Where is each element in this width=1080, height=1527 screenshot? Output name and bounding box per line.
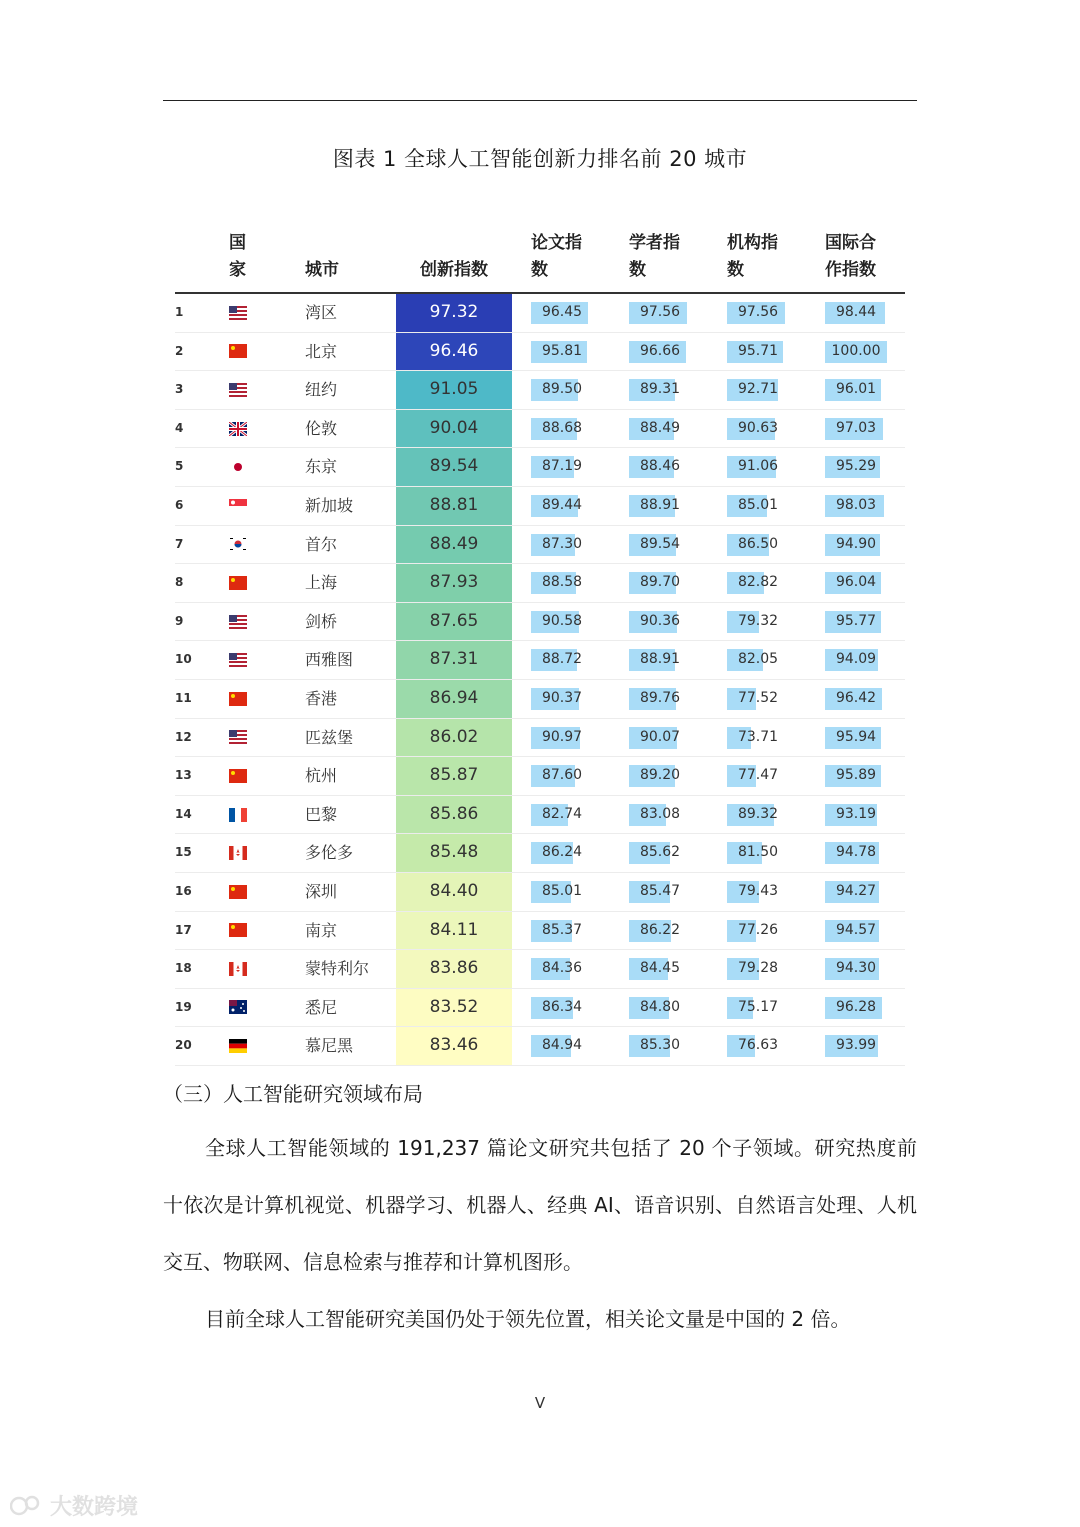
institution-value: 92.71 xyxy=(737,381,779,398)
header-rule xyxy=(163,100,917,101)
cn-flag-icon xyxy=(229,769,247,783)
cn-flag-icon xyxy=(229,692,247,706)
scholar-value: 89.70 xyxy=(639,574,681,591)
international-value: 94.90 xyxy=(835,535,877,552)
innovation-index-cell: 97.32 xyxy=(396,294,512,332)
flag-cell xyxy=(229,757,247,795)
innovation-index-cell: 84.11 xyxy=(396,912,512,950)
us-flag-icon xyxy=(229,730,247,744)
paper-value: 82.74 xyxy=(541,805,583,822)
city-cell: 蒙特利尔 xyxy=(305,959,370,979)
international-value: 93.99 xyxy=(835,1037,877,1054)
institution-value: 82.05 xyxy=(737,651,779,668)
international-index-cell xyxy=(825,448,899,486)
paper-value: 84.94 xyxy=(541,1037,583,1054)
institution-index-cell xyxy=(727,487,801,525)
institution-value: 89.32 xyxy=(737,805,779,822)
table-row xyxy=(175,912,905,951)
table-row xyxy=(175,448,905,487)
paper-index-cell xyxy=(531,448,605,486)
rank-cell: 14 xyxy=(175,806,192,821)
table-row xyxy=(175,950,905,989)
city-cell: 新加坡 xyxy=(305,495,354,515)
innovation-index-cell: 89.54 xyxy=(396,448,512,486)
international-value: 96.28 xyxy=(835,998,877,1015)
international-value: 94.27 xyxy=(835,882,877,899)
paper-index-cell xyxy=(531,1027,605,1065)
table-row xyxy=(175,796,905,835)
rank-cell: 10 xyxy=(175,652,192,667)
institution-value: 77.26 xyxy=(737,921,779,938)
scholar-value: 89.20 xyxy=(639,767,681,784)
city-cell: 上海 xyxy=(305,573,338,593)
innovation-index-cell: 85.48 xyxy=(396,834,512,872)
city-cell: 首尔 xyxy=(305,534,338,554)
scholar-value: 83.08 xyxy=(639,805,681,822)
paper-value: 87.19 xyxy=(541,458,583,475)
international-index-cell xyxy=(825,796,899,834)
rank-cell: 3 xyxy=(175,382,184,397)
international-value: 95.77 xyxy=(835,612,877,629)
scholar-value: 88.49 xyxy=(639,419,681,436)
sg-flag-icon xyxy=(229,499,247,513)
table-row xyxy=(175,989,905,1028)
paper-index-cell xyxy=(531,641,605,679)
rank-cell: 12 xyxy=(175,729,192,744)
paper-index-cell xyxy=(531,564,605,602)
paper-value: 86.24 xyxy=(541,844,583,861)
innovation-index-cell: 85.86 xyxy=(396,796,512,834)
institution-index-cell xyxy=(727,564,801,602)
scholar-index-cell xyxy=(629,950,703,988)
institution-value: 86.50 xyxy=(737,535,779,552)
paragraph-1: 全球人工智能领域的 191,237 篇论文研究共包括了 20 个子领域。研究热度前十依次是计算机视觉、机器学习、机器人、经典 AI、语音识别、自然语言处理、人机交互、物联网、信息检索与推荐和计算机图形。 xyxy=(163,1136,917,1274)
paper-index-cell xyxy=(531,603,605,641)
institution-index-cell xyxy=(727,796,801,834)
paper-value: 89.50 xyxy=(541,381,583,398)
international-index-cell xyxy=(825,757,899,795)
paper-index-cell xyxy=(531,912,605,950)
scholar-index-cell xyxy=(629,680,703,718)
international-value: 100.00 xyxy=(831,342,881,359)
us-flag-icon xyxy=(229,383,247,397)
rank-cell: 6 xyxy=(175,497,184,512)
innovation-index-cell: 96.46 xyxy=(396,333,512,371)
watermark: 大数跨境 xyxy=(10,1490,138,1521)
innovation-index-cell: 90.04 xyxy=(396,410,512,448)
scholar-value: 85.62 xyxy=(639,844,681,861)
rank-cell: 17 xyxy=(175,922,192,937)
international-index-cell xyxy=(825,719,899,757)
rank-cell: 7 xyxy=(175,536,184,551)
international-value: 93.19 xyxy=(835,805,877,822)
table-row xyxy=(175,333,905,372)
uk-flag-icon xyxy=(229,422,247,436)
international-index-cell xyxy=(825,487,899,525)
section-title: （三）人工智能研究领域布局 xyxy=(163,1082,423,1106)
innovation-index-cell: 87.31 xyxy=(396,641,512,679)
scholar-index-cell xyxy=(629,719,703,757)
international-index-cell xyxy=(825,873,899,911)
institution-value: 73.71 xyxy=(737,728,779,745)
international-value: 98.44 xyxy=(835,304,877,320)
table-row xyxy=(175,371,905,410)
scholar-index-cell xyxy=(629,912,703,950)
international-index-cell xyxy=(825,371,899,409)
table-row xyxy=(175,757,905,796)
ca-flag-icon xyxy=(229,846,247,860)
city-cell: 剑桥 xyxy=(305,611,338,631)
international-index-cell xyxy=(825,950,899,988)
flag-cell xyxy=(229,1027,247,1065)
scholar-index-cell xyxy=(629,294,703,332)
international-value: 94.09 xyxy=(835,651,877,668)
scholar-value: 97.56 xyxy=(639,304,681,320)
flag-cell xyxy=(229,989,247,1027)
paper-value: 89.44 xyxy=(541,496,583,513)
us-flag-icon xyxy=(229,615,247,629)
institution-value: 90.63 xyxy=(737,419,779,436)
scholar-value: 88.91 xyxy=(639,496,681,513)
rank-cell: 2 xyxy=(175,343,184,358)
us-flag-icon xyxy=(229,653,247,667)
paper-value: 95.81 xyxy=(541,342,583,359)
page-number: V xyxy=(534,1394,546,1412)
scholar-index-cell xyxy=(629,333,703,371)
scholar-value: 84.80 xyxy=(639,998,681,1015)
international-index-cell xyxy=(825,526,899,564)
institution-index-cell xyxy=(727,641,801,679)
au-flag-icon xyxy=(229,1000,247,1014)
scholar-value: 89.76 xyxy=(639,689,681,706)
scholar-index-cell xyxy=(629,526,703,564)
institution-index-cell xyxy=(727,757,801,795)
table-row xyxy=(175,680,905,719)
scholar-value: 85.47 xyxy=(639,882,681,899)
paper-value: 87.60 xyxy=(541,767,583,784)
table-row xyxy=(175,719,905,758)
international-index-cell xyxy=(825,989,899,1027)
scholar-index-cell xyxy=(629,487,703,525)
scholar-index-cell xyxy=(629,371,703,409)
paragraph-2: 目前全球人工智能研究美国仍处于领先位置，相关论文量是中国的 2 倍。 xyxy=(205,1307,851,1331)
institution-value: 97.56 xyxy=(737,304,779,320)
international-value: 95.89 xyxy=(835,767,877,784)
scholar-index-cell xyxy=(629,603,703,641)
table-body xyxy=(175,294,905,1066)
rank-cell: 11 xyxy=(175,690,192,705)
city-cell: 西雅图 xyxy=(305,650,354,670)
innovation-index-cell: 91.05 xyxy=(396,371,512,409)
scholar-value: 88.91 xyxy=(639,651,681,668)
kr-flag-icon xyxy=(229,537,247,551)
flag-cell xyxy=(229,912,247,950)
city-cell: 香港 xyxy=(305,688,338,708)
flag-cell xyxy=(229,834,247,872)
rank-cell: 4 xyxy=(175,420,184,435)
header-institution: 机构指 数 xyxy=(727,233,778,280)
institution-index-cell xyxy=(727,448,801,486)
scholar-index-cell xyxy=(629,564,703,602)
paper-value: 88.68 xyxy=(541,419,583,436)
paper-value: 85.37 xyxy=(541,921,583,938)
paper-value: 84.36 xyxy=(541,960,583,977)
institution-index-cell xyxy=(727,950,801,988)
table-row xyxy=(175,410,905,449)
city-cell: 多伦多 xyxy=(305,843,354,863)
flag-cell xyxy=(229,796,247,834)
table-row xyxy=(175,487,905,526)
table-row xyxy=(175,564,905,603)
international-index-cell xyxy=(825,641,899,679)
scholar-index-cell xyxy=(629,1027,703,1065)
international-index-cell xyxy=(825,680,899,718)
paper-index-cell xyxy=(531,950,605,988)
innovation-index-cell: 83.52 xyxy=(396,989,512,1027)
scholar-index-cell xyxy=(629,641,703,679)
paper-value: 90.37 xyxy=(541,689,583,706)
table-row xyxy=(175,526,905,565)
header-country: 国 家 xyxy=(229,233,246,280)
international-index-cell xyxy=(825,912,899,950)
institution-value: 91.06 xyxy=(737,458,779,475)
paper-index-cell xyxy=(531,371,605,409)
scholar-value: 88.46 xyxy=(639,458,681,475)
innovation-index-cell: 88.49 xyxy=(396,526,512,564)
institution-value: 79.32 xyxy=(737,612,779,629)
city-cell: 巴黎 xyxy=(305,804,338,824)
paper-value: 85.01 xyxy=(541,882,583,899)
city-cell: 纽约 xyxy=(305,380,338,400)
scholar-index-cell xyxy=(629,989,703,1027)
rank-cell: 15 xyxy=(175,845,192,860)
institution-index-cell xyxy=(727,719,801,757)
institution-value: 82.82 xyxy=(737,574,779,591)
international-value: 96.04 xyxy=(835,574,877,591)
table-row xyxy=(175,873,905,912)
table-row xyxy=(175,1027,905,1066)
city-cell: 伦敦 xyxy=(305,418,338,438)
city-cell: 深圳 xyxy=(305,881,338,901)
city-cell: 匹兹堡 xyxy=(305,727,354,747)
scholar-value: 90.07 xyxy=(639,728,681,745)
scholar-index-cell xyxy=(629,834,703,872)
table-row xyxy=(175,641,905,680)
paper-index-cell xyxy=(531,294,605,332)
institution-index-cell xyxy=(727,873,801,911)
international-value: 97.03 xyxy=(835,419,877,436)
international-index-cell xyxy=(825,1027,899,1065)
cn-flag-icon xyxy=(229,885,247,899)
institution-index-cell xyxy=(727,603,801,641)
scholar-value: 85.30 xyxy=(639,1037,681,1054)
paper-value: 90.58 xyxy=(541,612,583,629)
flag-cell xyxy=(229,873,247,911)
international-index-cell xyxy=(825,603,899,641)
rank-cell: 8 xyxy=(175,575,184,590)
scholar-value: 96.66 xyxy=(639,342,681,359)
table-row xyxy=(175,294,905,333)
institution-index-cell xyxy=(727,526,801,564)
flag-cell xyxy=(229,680,247,718)
scholar-index-cell xyxy=(629,410,703,448)
institution-index-cell xyxy=(727,410,801,448)
cn-flag-icon xyxy=(229,344,247,358)
rank-cell: 20 xyxy=(175,1038,192,1053)
institution-value: 79.28 xyxy=(737,960,779,977)
international-index-cell xyxy=(825,564,899,602)
flag-cell xyxy=(229,487,247,525)
cn-flag-icon xyxy=(229,923,247,937)
paper-index-cell xyxy=(531,834,605,872)
flag-cell xyxy=(229,719,247,757)
figure-title: 图表 1 全球人工智能创新力排名前 20 城市 xyxy=(332,147,748,171)
paper-index-cell xyxy=(531,719,605,757)
rank-cell: 19 xyxy=(175,999,192,1014)
ca-flag-icon xyxy=(229,962,247,976)
paper-index-cell xyxy=(531,989,605,1027)
paper-index-cell xyxy=(531,333,605,371)
innovation-index-cell: 83.86 xyxy=(396,950,512,988)
city-cell: 南京 xyxy=(305,920,338,940)
international-value: 96.42 xyxy=(835,689,877,706)
flag-cell xyxy=(229,641,247,679)
header-city: 城市 xyxy=(305,260,339,280)
international-value: 96.01 xyxy=(835,381,877,398)
flag-cell xyxy=(229,564,247,602)
rank-cell: 13 xyxy=(175,768,192,783)
city-cell: 湾区 xyxy=(305,303,338,322)
city-cell: 东京 xyxy=(305,457,338,477)
fr-flag-icon xyxy=(229,808,247,822)
international-value: 94.57 xyxy=(835,921,877,938)
innovation-index-cell: 87.65 xyxy=(396,603,512,641)
scholar-value: 84.45 xyxy=(639,960,681,977)
innovation-index-cell: 88.81 xyxy=(396,487,512,525)
paper-value: 88.72 xyxy=(541,651,583,668)
scholar-index-cell xyxy=(629,796,703,834)
paper-index-cell xyxy=(531,873,605,911)
flag-cell xyxy=(229,526,247,564)
institution-value: 77.47 xyxy=(737,767,779,784)
paper-index-cell xyxy=(531,757,605,795)
header-scholar: 学者指 数 xyxy=(629,233,680,280)
city-cell: 慕尼黑 xyxy=(305,1036,354,1056)
innovation-index-cell: 86.94 xyxy=(396,680,512,718)
paper-value: 87.30 xyxy=(541,535,583,552)
innovation-index-cell: 87.93 xyxy=(396,564,512,602)
international-index-cell xyxy=(825,294,899,332)
institution-index-cell xyxy=(727,912,801,950)
scholar-value: 89.31 xyxy=(639,381,681,398)
flag-cell xyxy=(229,294,247,332)
institution-value: 76.63 xyxy=(737,1037,779,1054)
table-row xyxy=(175,834,905,873)
international-index-cell xyxy=(825,410,899,448)
innovation-index-cell: 85.87 xyxy=(396,757,512,795)
scholar-index-cell xyxy=(629,757,703,795)
rank-cell: 18 xyxy=(175,961,192,976)
international-value: 94.78 xyxy=(835,844,877,861)
paper-value: 90.97 xyxy=(541,728,583,745)
international-value: 95.94 xyxy=(835,728,877,745)
rank-cell: 9 xyxy=(175,613,184,628)
institution-index-cell xyxy=(727,680,801,718)
scholar-value: 90.36 xyxy=(639,612,681,629)
international-index-cell xyxy=(825,333,899,371)
institution-index-cell xyxy=(727,1027,801,1065)
paper-index-cell xyxy=(531,526,605,564)
institution-value: 81.50 xyxy=(737,844,779,861)
ranking-table xyxy=(175,222,905,1066)
paper-value: 96.45 xyxy=(541,304,583,320)
institution-index-cell xyxy=(727,294,801,332)
institution-value: 75.17 xyxy=(737,998,779,1015)
header-international: 国际合 作指数 xyxy=(825,233,876,280)
flag-cell xyxy=(229,371,247,409)
city-cell: 杭州 xyxy=(305,766,338,786)
paper-index-cell xyxy=(531,796,605,834)
table-header xyxy=(175,222,905,294)
institution-index-cell xyxy=(727,989,801,1027)
rank-cell: 16 xyxy=(175,883,192,898)
scholar-index-cell xyxy=(629,873,703,911)
rank-cell: 1 xyxy=(175,305,184,319)
cn-flag-icon xyxy=(229,576,247,590)
table-row xyxy=(175,603,905,642)
city-cell: 悉尼 xyxy=(305,997,338,1017)
innovation-index-cell: 86.02 xyxy=(396,719,512,757)
paper-value: 86.34 xyxy=(541,998,583,1015)
paper-index-cell xyxy=(531,680,605,718)
institution-value: 77.52 xyxy=(737,689,779,706)
rank-cell: 5 xyxy=(175,459,184,474)
scholar-value: 89.54 xyxy=(639,535,681,552)
jp-flag-icon xyxy=(229,460,247,474)
international-index-cell xyxy=(825,834,899,872)
paper-value: 88.58 xyxy=(541,574,583,591)
international-value: 94.30 xyxy=(835,960,877,977)
innovation-index-cell: 84.40 xyxy=(396,873,512,911)
watermark-logo-icon xyxy=(10,1494,46,1518)
institution-index-cell xyxy=(727,333,801,371)
institution-value: 95.71 xyxy=(737,342,779,359)
paper-index-cell xyxy=(531,487,605,525)
flag-cell xyxy=(229,603,247,641)
innovation-index-cell: 83.46 xyxy=(396,1027,512,1065)
institution-index-cell xyxy=(727,371,801,409)
flag-cell xyxy=(229,333,247,371)
header-paper: 论文指 数 xyxy=(531,233,582,280)
scholar-index-cell xyxy=(629,448,703,486)
de-flag-icon xyxy=(229,1039,247,1053)
institution-value: 85.01 xyxy=(737,496,779,513)
flag-cell xyxy=(229,410,247,448)
flag-cell xyxy=(229,448,247,486)
scholar-value: 86.22 xyxy=(639,921,681,938)
city-cell: 北京 xyxy=(305,341,338,361)
institution-index-cell xyxy=(727,834,801,872)
international-value: 98.03 xyxy=(835,496,877,513)
flag-cell xyxy=(229,950,247,988)
us-flag-icon xyxy=(229,306,247,320)
paper-index-cell xyxy=(531,410,605,448)
international-value: 95.29 xyxy=(835,458,877,475)
institution-value: 79.43 xyxy=(737,882,779,899)
header-innovation: 创新指数 xyxy=(420,260,488,280)
